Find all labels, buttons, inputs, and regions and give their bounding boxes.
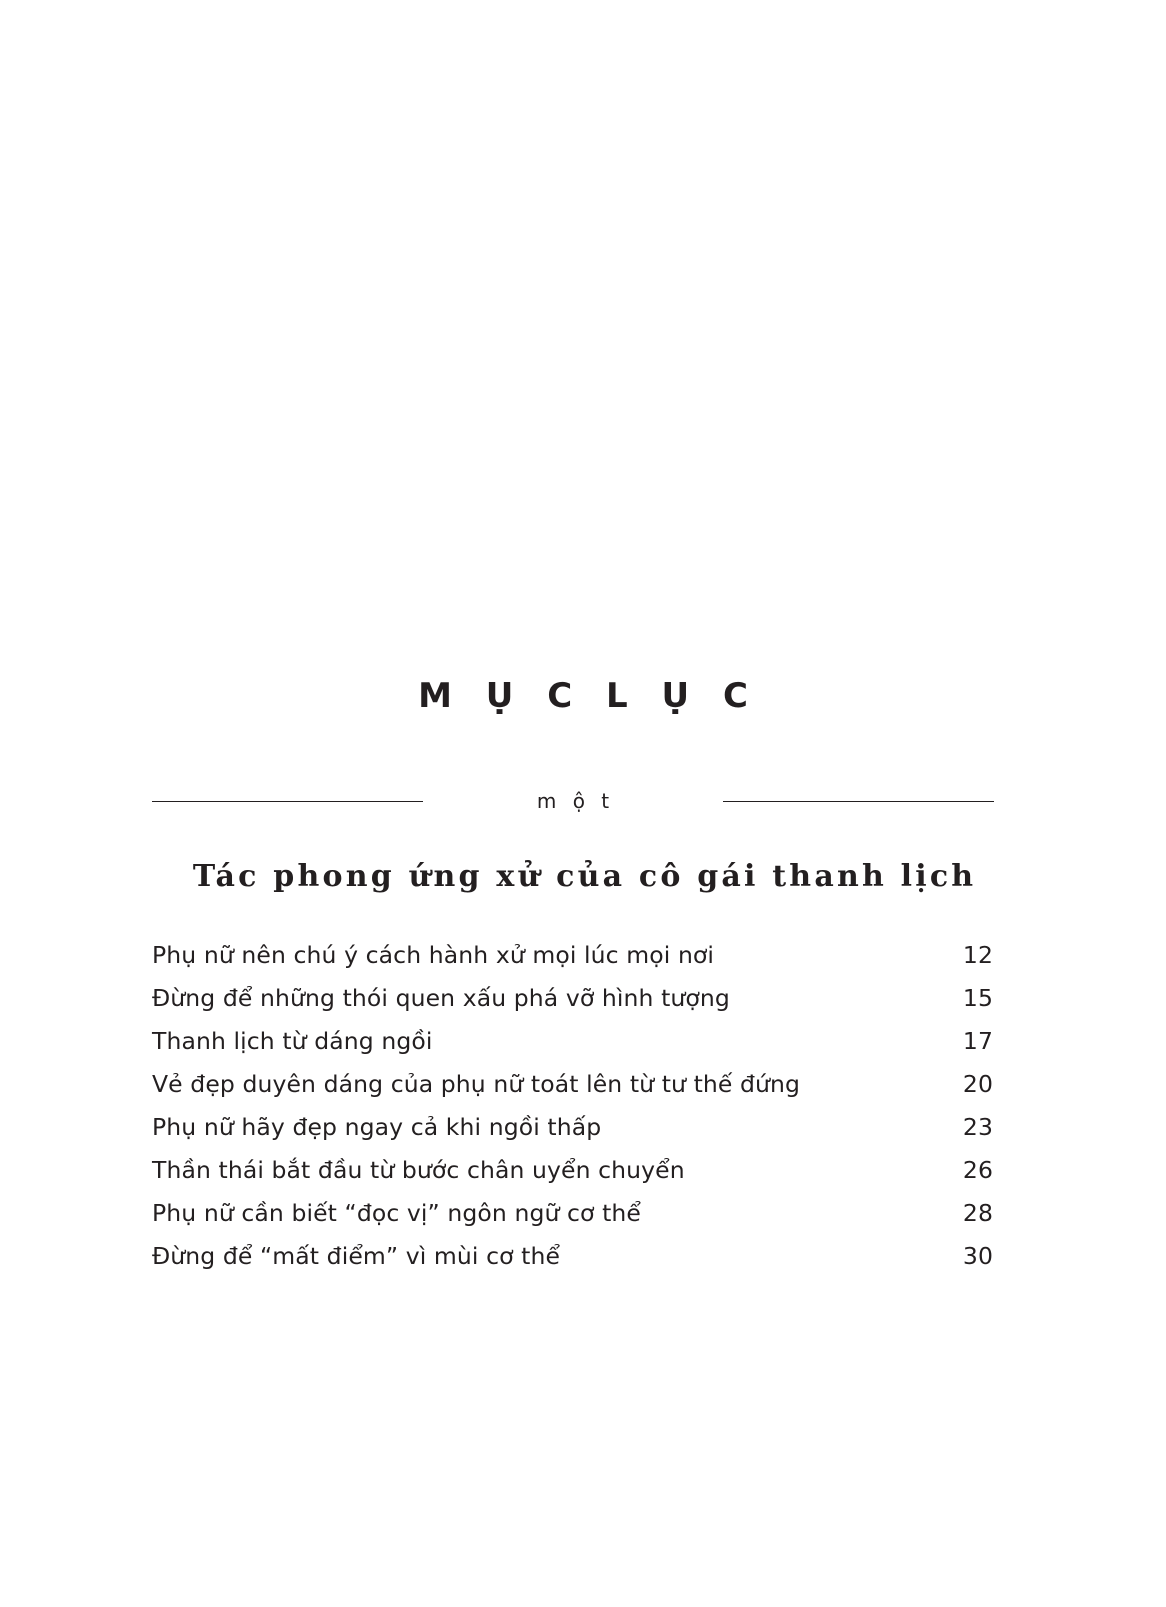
section-heading: Tác phong ứng xử của cô gái thanh lịch (192, 859, 977, 894)
toc-entry[interactable] (152, 1242, 994, 1285)
toc-entry-title: Thần thái bắt đầu từ bước chân uyển chuyển (152, 1156, 685, 1184)
toc-entry-page: 17 (962, 1027, 993, 1055)
section-number-word: m ộ t (536, 789, 615, 813)
toc-entry-title: Phụ nữ nên chú ý cách hành xử mọi lúc mọi nơi (152, 941, 715, 969)
toc-entry-page: 12 (962, 941, 993, 969)
toc-entry-title: Vẻ đẹp duyên dáng của phụ nữ toát lên từ tư thế đứng (152, 1070, 801, 1098)
toc-entry-page: 20 (962, 1070, 993, 1098)
section-divider (152, 784, 994, 818)
divider-rule-left (152, 801, 423, 802)
toc-entry-title: Đừng để những thói quen xấu phá vỡ hình tượng (152, 984, 730, 1012)
toc-entry-page: 28 (962, 1199, 993, 1227)
toc-entry-title: Phụ nữ hãy đẹp ngay cả khi ngồi thấp (152, 1113, 602, 1141)
toc-entry-list (152, 941, 994, 1285)
divider-rule-right (723, 801, 994, 802)
toc-entry-page: 26 (962, 1156, 993, 1184)
toc-entry-page: 15 (962, 984, 993, 1012)
toc-entry-page: 30 (962, 1242, 993, 1270)
toc-entry[interactable] (152, 1027, 994, 1070)
toc-entry-title: Thanh lịch từ dáng ngồi (152, 1027, 433, 1055)
toc-entry[interactable] (152, 941, 994, 984)
toc-entry-page: 23 (962, 1113, 993, 1141)
toc-entry[interactable] (152, 1113, 994, 1156)
toc-entry-title: Phụ nữ cần biết “đọc vị” ngôn ngữ cơ thể (152, 1199, 641, 1227)
toc-entry[interactable] (152, 1156, 994, 1199)
toc-entry[interactable] (152, 1070, 994, 1113)
toc-entry[interactable] (152, 984, 994, 1027)
toc-entry-title: Đừng để “mất điểm” vì mùi cơ thể (152, 1242, 561, 1270)
page-title: M Ụ C L Ụ C (418, 676, 759, 716)
toc-entry[interactable] (152, 1199, 994, 1242)
